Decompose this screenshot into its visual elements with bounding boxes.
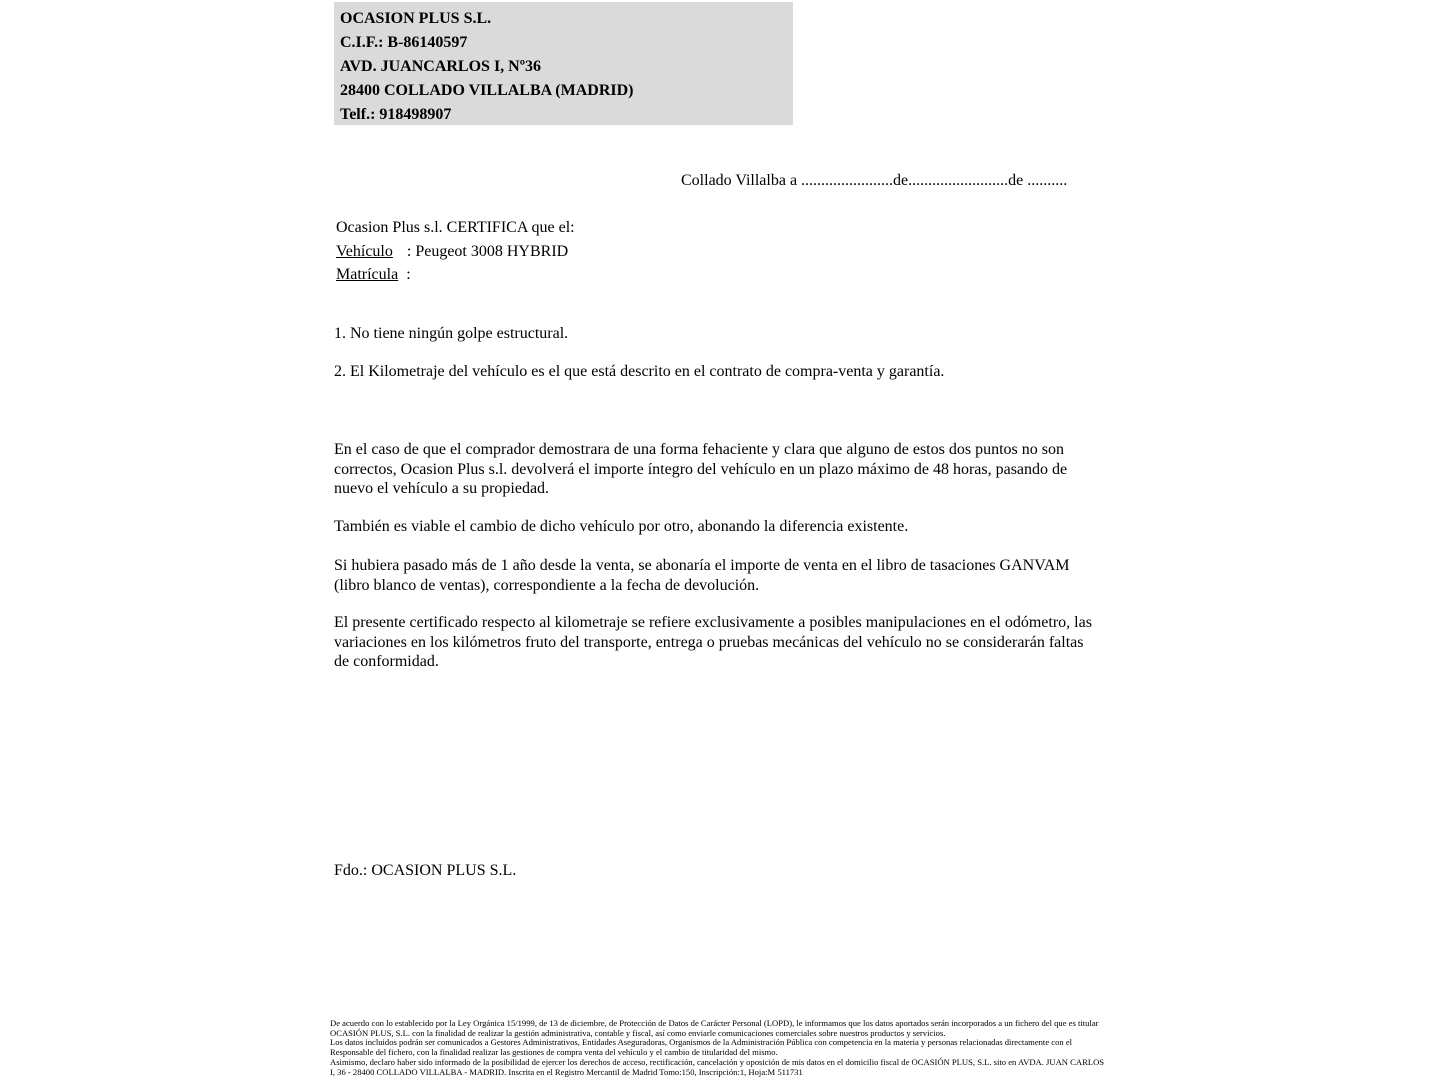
company-address: AVD. JUANCARLOS I, Nº36 [340, 58, 542, 75]
plate-label: Matrícula [336, 266, 399, 283]
legal-paragraph-data-sharing: Los datos incluidos podrán ser comunicados a Gestores Administrativos, Entidades Aseguradoras, Organismos de la Administración Pública con competencia en la materia y personas relacionadas directamente con el Responsable del fichero, con la finalidad realizar las gestiones de compra venta del vehículo y el cambio de titularidad del mismo. [330, 1037, 1073, 1058]
vehicle-value: : Peugeot 3008 HYBRID [406, 242, 569, 260]
company-city: 28400 COLLADO VILLALBA (MADRID) [340, 82, 634, 99]
date-fill-in-line: Collado Villalba a .......................de.........................de .......... [681, 172, 1068, 189]
company-name: OCASION PLUS S.L. [340, 10, 492, 27]
signature-line: Fdo.: OCASION PLUS S.L. [334, 862, 517, 879]
paragraph-odometer: El presente certificado respecto al kilometraje se refiere exclusivamente a posibles manipulaciones en el odómetro, las variaciones en los kilómetros fruto del transporte, entrega o pruebas mecánicas del vehículo no se considerarán faltas de conformidad. [334, 614, 1092, 670]
vehicle-label: Vehículo [336, 242, 393, 260]
point-2: 2. El Kilometraje del vehículo es el que está descrito en el contrato de compra-venta y garantía. [334, 363, 945, 380]
paragraph-ganvam: Si hubiera pasado más de 1 año desde la venta, se abonaría el importe de venta en el libro de tasaciones GANVAM (libro blanco de ventas), correspondiente a la fecha de devolución. [334, 557, 1070, 594]
company-header-box [334, 2, 793, 125]
company-cif: C.I.F.: B-86140597 [340, 34, 468, 51]
plate-value: : [406, 266, 411, 283]
vehicle-row [336, 240, 575, 264]
point-1: 1. No tiene ningún golpe estructural. [334, 325, 569, 342]
paragraph-exchange: También es viable el cambio de dicho vehículo por otro, abonando la diferencia existente. [334, 518, 909, 535]
paragraph-refund: En el caso de que el comprador demostrara de una forma fehaciente y clara que alguno de estos dos puntos no son correctos, Ocasion Plus s.l. devolverá el importe íntegro del vehículo en un plazo máximo de 48 horas, pasando de nuevo el vehículo a su propiedad. [334, 441, 1068, 497]
legal-paragraph-lopd: De acuerdo con lo establecido por la Ley Orgánica 15/1999, de 13 de diciembre, de Protección de Datos de Carácter Personal (LOPD), le informamos que los datos aportados serán incorporados a un fichero del que es titular OCASIÓN PLUS, S.L. con la finalidad de realizar la gestión administrativa, contable y fiscal, así como enviarle comunicaciones comerciales sobre nuestros productos y servicios. [330, 1018, 1099, 1038]
plate-row [336, 263, 575, 287]
certify-intro: Ocasion Plus s.l. CERTIFICA que el: [336, 219, 575, 236]
legal-paragraph-rights: Asimismo, declaro haber sido informado de la posibilidad de ejercer los derechos de acceso, rectificación, cancelación y oposición de mis datos en el domicilio fiscal de OCASIÓN PLUS, S.L. sito en AVDA. JUAN CARLOS I, 36 - 28400 COLLADO VILLALBA - MADRID. Inscrita en el Registro Mercantil de Madrid Tomo:150, Inscripción:1, Hoja:M 511731 [330, 1056, 1105, 1077]
company-phone: Telf.: 918498907 [340, 106, 452, 123]
certification-block [336, 216, 575, 287]
legal-fine-print [330, 1019, 1108, 1077]
